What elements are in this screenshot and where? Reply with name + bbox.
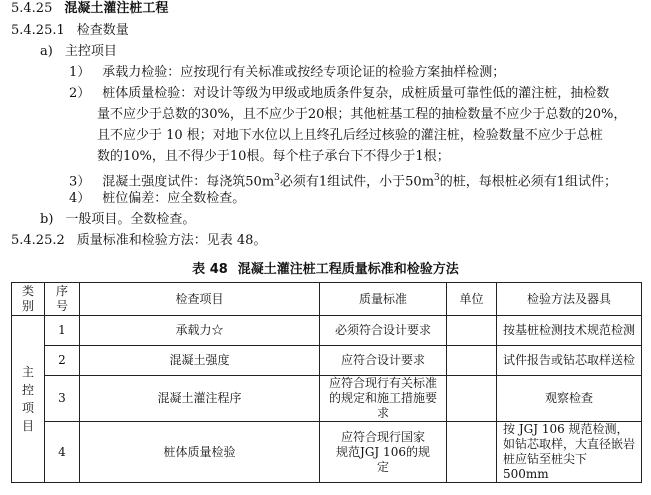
cell-standard: 应符合设计要求 — [320, 346, 447, 376]
point-2-line-1: 桩体质量检验：对设计等级为甲级或地质条件复杂，成桩质量可靠性低的灌注桩，抽检数 — [102, 86, 610, 101]
section-heading — [11, 1, 168, 17]
group-cell — [12, 316, 45, 483]
cell-item: 混凝土灌注程序 — [80, 376, 320, 422]
point-4-number: 4） — [69, 191, 91, 206]
point-1-text: 承载力检验：应按现行有关标准或按经专项论证的检验方案抽样检测； — [102, 65, 506, 80]
cell-method-text: 按 JGJ 106 规范检测，如钻芯取样，大直径嵌岩桩应钻至桩尖下 500mm — [503, 422, 636, 481]
table-row — [12, 422, 642, 483]
cell-standard-text: 应符合现行有关标准的规定和施工措施要求 — [328, 376, 437, 420]
cell-standard-text: 应符合现行国家规范JGJ 106的规定 — [336, 429, 430, 474]
subsection-title: 检查数量 — [76, 23, 129, 38]
cell-unit — [447, 376, 497, 422]
table-row — [12, 316, 642, 346]
item-a — [40, 44, 117, 60]
subsection-2-heading — [11, 233, 266, 249]
item-b — [40, 212, 195, 228]
point-2-line-4: 数的10%，且不得少于10根。每个柱子承台下不得少于1根； — [97, 149, 450, 164]
item-b-label: b) — [40, 212, 54, 227]
cell-standard — [320, 376, 447, 422]
table-caption — [0, 258, 651, 277]
point-3-number: 3） — [69, 174, 91, 190]
cell-method: 试件报告或钻芯取样送检 — [497, 346, 642, 376]
point-3-text-b: 必须有1组试件，小于50m — [279, 174, 435, 190]
cell-item: 混凝土强度 — [80, 346, 320, 376]
point-4-text: 桩位偏差：应全数检查。 — [102, 191, 246, 206]
cell-unit — [447, 316, 497, 346]
cell-seq: 3 — [45, 376, 80, 422]
point-3-superscript-2: 3 — [434, 173, 440, 183]
cell-standard: 必须符合设计要求 — [320, 316, 447, 346]
subsection-2-title: 质量标准和检验方法：见表 48。 — [76, 233, 267, 248]
cell-seq: 2 — [45, 346, 80, 376]
point-4 — [69, 191, 245, 207]
header-category: 类别 — [12, 283, 45, 316]
point-2-number: 2） — [69, 86, 91, 101]
table-row — [12, 376, 642, 422]
table-caption-number: 表 48 — [192, 262, 228, 277]
point-3-text-a: 混凝土强度试件：每浇筑50m — [102, 174, 275, 190]
subsection-2-number: 5.4.25.2 — [11, 233, 65, 248]
point-3 — [69, 170, 617, 190]
point-2 — [69, 86, 609, 102]
header-item: 检查项目 — [80, 283, 320, 316]
cell-seq: 1 — [45, 316, 80, 346]
cell-method: 按基桩检测技术规范检测 — [497, 316, 642, 346]
cell-method: 观察检查 — [497, 376, 642, 422]
cell-standard — [320, 422, 447, 483]
table-row — [12, 346, 642, 376]
table-caption-text: 混凝土灌注桩工程质量标准和检验方法 — [237, 262, 459, 277]
header-seq: 序号 — [45, 283, 80, 316]
point-2-line-2: 量不应少于总数的30%，且不应少于20根；其他桩基工程的抽检数量不应少于总数的20%， — [97, 107, 627, 122]
cell-unit — [447, 346, 497, 376]
header-method: 检验方法及器具 — [497, 283, 642, 316]
point-3-superscript-1: 3 — [274, 173, 280, 183]
item-b-text: 一般项目。全数检查。 — [65, 212, 196, 227]
header-standard: 质量标准 — [320, 283, 447, 316]
header-unit: 单位 — [447, 283, 497, 316]
group-label: 主控项目 — [21, 365, 34, 433]
section-title: 混凝土灌注桩工程 — [64, 1, 169, 16]
point-3-text-c: 的桩，每根桩必须有1组试件； — [439, 174, 618, 190]
cell-seq: 4 — [45, 422, 80, 483]
point-2-line-3: 且不应少于 10 根；对地下水位以上且终孔后经过核验的灌注桩，检验数量不应少于总桩 — [97, 128, 603, 143]
cell-item: 承载力☆ — [80, 316, 320, 346]
item-a-text: 主控项目 — [64, 44, 117, 59]
subsection-number: 5.4.25.1 — [11, 23, 65, 38]
quality-standard-table — [11, 282, 642, 483]
cell-item: 桩体质量检验 — [80, 422, 320, 483]
cell-method — [497, 422, 642, 483]
cell-unit — [447, 422, 497, 483]
point-1 — [69, 65, 505, 81]
item-a-label: a) — [40, 44, 53, 59]
subsection-heading — [11, 23, 129, 39]
section-number: 5.4.25 — [11, 1, 53, 16]
point-1-number: 1） — [69, 65, 91, 80]
table-header-row — [12, 283, 642, 316]
